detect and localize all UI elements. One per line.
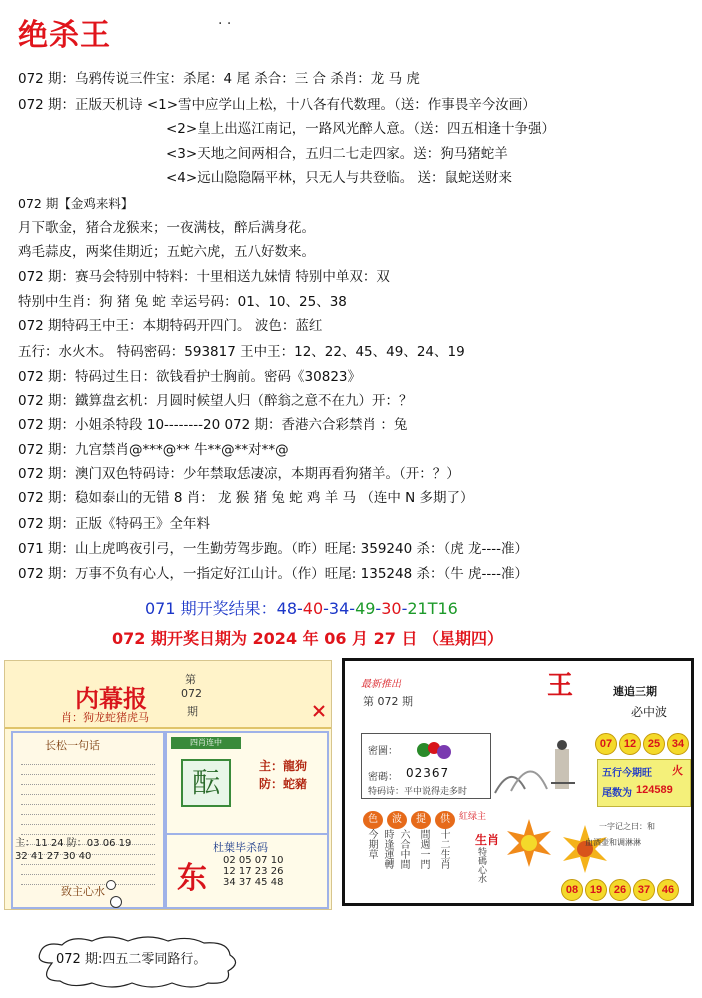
result-number: 34 xyxy=(328,599,350,618)
text-line: 072 期：正版《特码王》全年料 xyxy=(18,516,211,532)
kill-box-glyph: 东 xyxy=(177,861,207,896)
text-line: 072 期：特码过生日：欲钱看护士胸前。密码《30823》 xyxy=(18,369,362,385)
right-panel-caption: 一字记之曰：和 xyxy=(599,822,655,831)
wave-color-badges xyxy=(363,807,459,829)
starburst-icon xyxy=(505,819,553,867)
result-number: T16 xyxy=(427,599,458,618)
tail-label: 尾数为 xyxy=(602,788,632,799)
text-line: 072 期：稳如泰山的无错 8 肖： 龙 猴 猪 兔 蛇 鸡 羊 马 （连中 N 多期了） xyxy=(18,490,474,506)
text-line: 072 期：赛马会特别中特料：十里相送九妹情 特别中单双：双 xyxy=(18,269,390,285)
vertical-text: 十二生肖 xyxy=(438,829,449,869)
secret-code: 02367 xyxy=(406,766,450,780)
number-ball: 26 xyxy=(609,879,631,901)
left-image-panel xyxy=(4,660,332,910)
result-label: 071 期开奖结果： xyxy=(145,599,277,618)
result-separator: - xyxy=(297,599,303,618)
result-number: 48 xyxy=(276,599,297,618)
text-line: 072 期：九宫禁肖@***@** 牛**@**对**@ xyxy=(18,442,289,458)
cloud-text: 072 期:四五二零同路行。 xyxy=(56,952,207,967)
number-ball: 37 xyxy=(633,879,655,901)
result-numbers xyxy=(277,599,458,618)
tail-value: 124589 xyxy=(636,784,673,796)
text-line: 鸡毛蒜皮，两桨佳期近；五蛇六虎，五八好数来。 xyxy=(18,244,315,260)
zodiac-label: 生肖 xyxy=(475,833,500,847)
text-line: 特别中生肖：狗 猪 兔 蛇 幸运号码：01、10、25、38 xyxy=(18,294,347,310)
bubble-dot xyxy=(110,896,122,908)
numbers-row: 主：11 24 防：03 06 19 xyxy=(15,838,132,849)
right-panel-issue: 第 072 期 xyxy=(363,695,413,708)
ink-painting-icon xyxy=(491,733,591,803)
text-line: 071 期：山上虎鸣夜引弓，一生勤劳驾步跑。（昨）旺尾: 359240 杀：（虎 龙----准） xyxy=(18,541,528,557)
vertical-text: 時逢運轉 xyxy=(382,829,393,869)
result-separator: - xyxy=(401,599,408,618)
feature-tag: 四肖连中 xyxy=(171,737,241,749)
text-line: 072 期特码王中王：本期特码开四门。 波色：蓝红 xyxy=(18,318,323,334)
vertical-text: 間週一門 xyxy=(418,829,429,869)
title-dots: · · xyxy=(218,16,232,32)
numbers-row: 02 05 07 10 xyxy=(223,855,284,866)
flower-icon xyxy=(414,736,454,764)
text-line: <4>远山隐隐隔平林，只无人与共登临。 送：鼠蛇送财来 xyxy=(166,170,513,186)
close-icon xyxy=(311,703,327,719)
draw-result xyxy=(145,596,458,619)
left-panel-feature-box xyxy=(165,731,329,835)
text-line: 072 期：澳门双色特码诗：少年禁取恁凄凉，本期再看狗猪羊。（开：？） xyxy=(18,466,460,482)
list-box-rows xyxy=(21,755,155,887)
starburst-icon xyxy=(561,825,609,873)
text-line: 月下歌金，猪合龙猴来；一夜满枝，醉后满身花。 xyxy=(18,220,315,236)
vertical-text: 特碼心水 xyxy=(476,847,486,883)
right-panel-wave: 必中波 xyxy=(631,705,668,719)
badge: 色 xyxy=(363,811,383,829)
left-panel-subtitle: 肖：狗龙蛇猪虎马 xyxy=(61,711,149,724)
badge: 提 xyxy=(411,811,431,829)
right-panel-new: 最新推出 xyxy=(361,679,401,690)
result-number: 30 xyxy=(381,599,402,618)
right-panel-caption: 血酒壶和调淋淋 xyxy=(585,838,641,847)
number-ball: 12 xyxy=(619,733,641,755)
left-panel-numbers xyxy=(15,837,131,863)
result-separator: - xyxy=(323,599,329,618)
vertical-text: 六合中間 xyxy=(398,829,409,869)
right-image-panel xyxy=(342,658,694,906)
result-separator: - xyxy=(349,599,356,618)
secret-poem: 特码诗：平中说得走多时 xyxy=(368,787,468,797)
feature-guard: 防：蛇豬 xyxy=(259,777,308,791)
five-elements-box xyxy=(597,759,691,807)
five-elements-label: 五行今期旺 xyxy=(602,768,652,779)
left-panel-issue: 072 xyxy=(181,687,202,700)
left-panel-list-box xyxy=(11,731,165,909)
kill-box-numbers xyxy=(223,855,283,888)
text-line: 072 期【金鸡来料】 xyxy=(18,196,134,211)
secret-box xyxy=(361,733,491,799)
bubble-dot xyxy=(106,880,116,890)
secret-label: 密圖： xyxy=(368,746,398,757)
result-number: 40 xyxy=(302,599,324,618)
result-separator: - xyxy=(375,599,382,618)
text-line: 五行：水火木。 特码密码：593817 王中王：12、22、45、49、24、19 xyxy=(18,344,465,360)
right-panel-red-glyph: 王 xyxy=(547,671,574,701)
left-panel-qi: 第 xyxy=(185,673,196,686)
left-panel-kill-box xyxy=(165,833,329,909)
text-line: 072 期：鐵算盘玄机：月圆时候望人归（醉翁之意不在九）开：？ xyxy=(18,393,413,409)
right-panel-streak: 連追三期 xyxy=(613,685,657,698)
vertical-text: 今期草 xyxy=(366,829,377,859)
number-ball: 19 xyxy=(585,879,607,901)
numbers-row: 32 41 27 30 40 xyxy=(15,851,92,862)
numbers-row: 34 37 45 48 xyxy=(223,877,284,888)
text-line: <2>皇上出巡江南记，一路风光醉人意。（送：四五相逢十争强） xyxy=(166,121,555,137)
wave-color-value: 紅绿主 xyxy=(459,812,487,822)
secret-code-label: 密碼： xyxy=(368,772,398,783)
text-line: 072 期：万事不负有心人，一指定好江山计。（作）旺尾: 135248 杀：（牛 虎----准） xyxy=(18,566,528,582)
text-line: 072 期：乌鸦传说三件宝：杀尾：4 尾 杀合：三 合 杀肖：龙 马 虎 xyxy=(18,71,420,87)
draw-date: 072 期开奖日期为 2024 年 06 月 27 日 （星期四） xyxy=(112,629,504,648)
feature-main: 主：龍狗 xyxy=(259,759,308,773)
feature-character: 酝 xyxy=(181,759,231,807)
kill-box-title: 杜葉毕杀码 xyxy=(213,841,268,854)
number-ball: 46 xyxy=(657,879,679,901)
badge: 供 xyxy=(435,811,455,829)
number-ball: 07 xyxy=(595,733,617,755)
list-box-heading: 长松一句话 xyxy=(45,739,100,752)
five-elements-value: 火 xyxy=(672,764,683,777)
left-panel-header xyxy=(5,661,331,729)
badge: 波 xyxy=(387,811,407,829)
list-box-footer: 致主心水 xyxy=(61,885,105,898)
result-number: 49 xyxy=(355,599,376,618)
text-line: <3>天地之间两相合，五归二七走四家。送：狗马猪蛇羊 xyxy=(166,146,508,162)
result-number: 21 xyxy=(407,599,428,618)
number-ball: 08 xyxy=(561,879,583,901)
numbers-row: 12 17 23 26 xyxy=(223,866,284,877)
text-line: 072 期：小姐杀特段 10--------20 072 期：香港六合彩禁肖 ：兔 xyxy=(18,417,408,433)
left-panel-qi-suffix: 期 xyxy=(187,705,198,718)
text-line: 072 期：正版天机诗 <1>雪中应学山上松，十八各有代数理。（送：作事畏辛今汝画） xyxy=(18,97,536,113)
number-ball: 34 xyxy=(667,733,689,755)
left-panel-title: 内幕报 xyxy=(75,684,147,713)
number-ball: 25 xyxy=(643,733,665,755)
page-title: 绝杀王 xyxy=(18,18,111,53)
